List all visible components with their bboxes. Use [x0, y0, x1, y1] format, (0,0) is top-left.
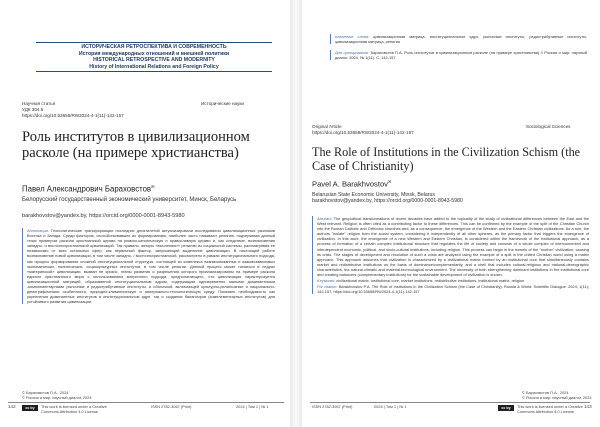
article-type-en: Original Article	[312, 124, 342, 129]
page-number-right: 143	[584, 404, 592, 409]
cc-license-icon-right[interactable]: cc by	[498, 405, 514, 411]
page-number-left: 142	[8, 404, 16, 409]
citation-ru	[330, 50, 587, 60]
copyright-author: © Бараховстов П.А., 2024	[22, 390, 69, 395]
affiliation-en: Belarusian State Economic University, Minsk, Belarus	[312, 192, 436, 198]
copyright-journal-right: © Россия и мир: научный диалог, 2024	[522, 395, 592, 400]
page-gutter	[290, 0, 302, 427]
envelope-icon: ✉	[151, 184, 155, 189]
doi-link[interactable]: https://doi.org/10.53658/RW2024-4-1(11)-142-157	[22, 113, 124, 118]
issn-print-right: ISSN 2782-3067 (Print)	[312, 404, 353, 409]
abstract-text-en: The geopolitical transformations of recent decades have added to the topicality of the study of civilizational differences between the East and the West relevant. Religion is often cited as a contributing factor to these differences. This can be confirmed by the example of the split of the Christian Church into the Roman Catholic and Orthodox churches and, as a consequence, the emergence of the Western and the Eastern Christian civilizations. As a rule, the authors "isolate" religion from the social system, considering it independently of all other spheres, as the primary factor that triggers the emergence of civilization. In this work, the emergence of a new Western and Eastern Christian, is considered within the framework of the institutional approach, as a process of formation of a certain complex institutional structure that regulates the life of society and consists of a whole complex of interconnected and interdependent economic, political, and socio-cultural institutions, including religion. This process can begin in the bowels of the "mother" civilization, causing its crisis. The stages of development and resolution of such a crisis are analyzed using the example of a split in the united Christian world using a matrix approach. This approach assumes that civilization is characterized by a civilizational matrix formed by an institutional core that simultaneously contains market and redistributive institutions on the basis of dominance/complementarity, and a shell that includes cultural-religious and national-demographic characteristics, the natural-climatic and material-technological environment. The necessity of both strengthening dominant institutions in the institutional core and creating balancers (complementary institutions) for the sustainable development of civilization is shown.	[317, 216, 590, 278]
abstract-en	[312, 216, 589, 294]
article-title-en: The Role of Institutions in the Civilization Schism (the Case of Christianity)	[312, 145, 581, 173]
article-section: Исторические науки	[201, 101, 244, 106]
author-name-ru	[22, 182, 154, 194]
header-subsection-ru: История международных отношений и внешней политики	[78, 50, 230, 57]
keywords-text-ru: цивилизационная матрица, институциональное ядро, рыночные институты, редистрибутивные институты, цивилизационная матрица, религия	[335, 34, 588, 45]
contact-en[interactable]: barakhovstov@yandex.by, https://orcid.org/0000-0001-8943-5980	[312, 198, 463, 204]
doi-link-en[interactable]: https://doi.org/10.53658/RW2024-4-1(11)-142-157	[312, 130, 414, 135]
footer-rule-right	[310, 402, 590, 403]
keywords-label-ru: Ключевые слова:	[335, 34, 370, 39]
footer-rule	[8, 402, 284, 403]
keywords-label-en: Keywords:	[317, 278, 336, 284]
author-name-en-text: Pavel A. Barakhvostov	[312, 179, 388, 189]
header-top-rule	[36, 42, 272, 43]
header-bottom-rule	[36, 71, 272, 72]
header-section-ru: ИСТОРИЧЕСКАЯ РЕТРОСПЕКТИВА И СОВРЕМЕННОСТЬ	[81, 44, 227, 50]
license-line-2-right: Commons Attribution 4.0 License	[517, 409, 575, 414]
article-title-ru: Роль институтов в цивилизационном расколе (на примере христианства)	[22, 129, 250, 161]
udk-code: УДК 304.5	[22, 107, 44, 112]
header-section-en: HISTORICAL RETROSPECTIVE AND MODERNITY	[93, 57, 215, 63]
abstract-text-ru: Геополитические трансформации последних десятилетий актуализировали исследования цивилизационных разломов Востока и Запада. Среди факторов, способствовавших их формированию, наиболее часто называют религию, подчеркивая данный тезис примером раскола христианской церкви на римско-католическую и православную церкви и, как следствие, возникновения западно- и восточнохристианской цивилизаций. Так правило, авторы «вычленяют» религию из социальной системы, рассматривая ее независимо от всех остальных сфер, как первичный фактор, запускающий выделение цивилизации. В настоящей работе возникновение новой цивилизации, в том числе западно- / восточнохристианской, рассмотрено в рамках институционального подхода, как процесс формирования сложной институциональной структуры, состоящей из комплекса взаимосвязанных и взаимозависимых экономических, политических, социокультурных институтов, в том числе религии. Данный процесс может начаться в недрах «материнской» цивилизации, вызван не кризис, этапы развития и разрешения которого проанализированы на примере раскола единого христианского мира с использованием матричного подхода, предполагающего, что цивилизация характеризуется цивилизационной матрицей, образованной институциональным ядром, содержащим одновременно малыми доминантными -комплементарными рыночные и редистрибутивные институты, и оболочкой, включающей культурно-религиозные и национально-демографические особенности, природно-климатическую и материально-технологическую среду. Показано необходимость как укрепления доминантных институтов в институциональном ядре, так и создания балансиров (комплементарных институтов) для устойчивого развития цивилизации.	[27, 228, 275, 305]
author-name-en	[312, 177, 391, 189]
envelope-icon-en: ✉	[387, 179, 392, 184]
citation-en	[317, 284, 589, 294]
volume-info: 2024 | Том 1 | № 1	[236, 404, 269, 409]
cc-license-icon[interactable]: cc by	[22, 405, 38, 411]
license-line-1-right: This work is licensed under a Creative	[517, 404, 583, 409]
citation-label-en: For citation:	[317, 284, 338, 290]
abstract-ru	[22, 228, 275, 304]
affiliation-ru: Белорусский государственный экономический университет, Минск, Беларусь	[22, 197, 237, 203]
keywords-text-en: civilizational matrix, institutional core, market institutions, redistributive institutions, institutional matrix, religion	[336, 278, 525, 284]
volume-info-right: 2024 | Том 1 | № 1	[374, 404, 407, 409]
header-subsection-en: History of International Relations and Foreign Policy	[89, 63, 219, 70]
left-page	[0, 0, 290, 427]
citation-text-en: Barakhvostov P.A. The Role of Institutions in the Civilization Schism (the Case of Christianity). Russia & World: Scientific Dialogue. 2024; 1(11); 142-157, https://doi.org/10.53658/RW2024-4-1(11)-142-157	[317, 284, 589, 295]
author-name-text: Павел Александрович Бараховстов	[22, 184, 152, 194]
contact-ru[interactable]: barakhovstov@yandex.by, https://orcid.org/0000-0001-8943-5980	[22, 213, 185, 219]
keywords-en	[317, 278, 589, 283]
citation-text-ru: Бараховстов П.А. Роль институтов в цивилизационном расколе (на примере христианства) // Россия и мир: научный диалог. 2024. № 1(11). С. 142-157.	[335, 50, 587, 61]
license-line-1: This work is licensed under a Creative	[41, 404, 107, 409]
citation-label-ru: Для цитирования:	[335, 50, 370, 55]
article-type: Научная статья	[22, 101, 56, 106]
abstract-label-ru: Аннотация.	[27, 228, 49, 233]
abstract-label-en: Abstract.	[317, 216, 333, 221]
issn-print: ISSN 2782-3067 (Print)	[151, 404, 192, 409]
keywords-ru	[330, 34, 587, 44]
article-section-en: Sociological Sciences	[526, 124, 571, 129]
license-line-2: Commons Attribution 4.0 License	[41, 409, 99, 414]
right-page	[302, 0, 600, 427]
copyright-author-right: © Бараховстов П.А., 2024	[522, 390, 569, 395]
copyright-journal: © Россия и мир: научный диалог, 2024	[22, 395, 92, 400]
